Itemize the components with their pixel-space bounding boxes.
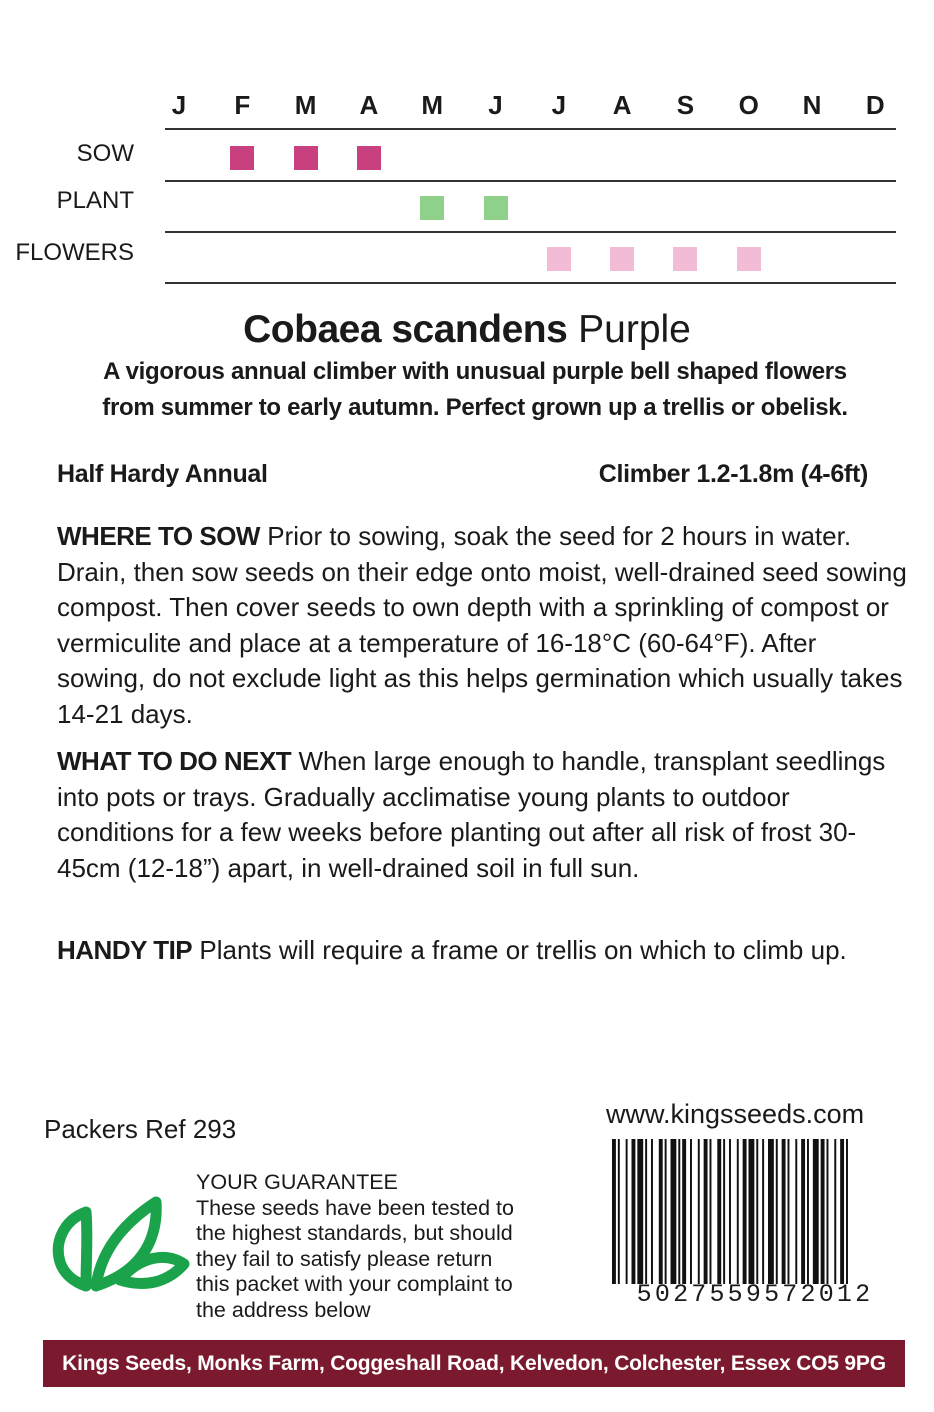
calendar-row-label: FLOWERS [15, 239, 134, 266]
calendar-divider [165, 180, 896, 182]
section-text: Prior to sowing, soak the seed for 2 hours in water. Drain, then sow seeds on their edge onto moist, well-drained seed sowing compost. Then cover seeds to own depth with a sprinkling of compost or vermiculite and place at a temperature of 16-18°C (60-64°F). After sowing, do not exclude light as this helps germination which usually takes 14-21 days. [57, 521, 907, 729]
barcode-bar [682, 1139, 686, 1284]
calendar-mark [294, 146, 318, 170]
barcode-bar [776, 1139, 778, 1284]
month-label: M [294, 90, 317, 120]
barcode-bar [645, 1139, 647, 1284]
barcode-bar [795, 1139, 797, 1284]
what-to-do-next-section [57, 744, 907, 886]
barcode-bar [737, 1139, 739, 1284]
packers-ref: Packers Ref 293 [44, 1114, 237, 1144]
website-link[interactable]: www.kingsseeds.com [606, 1099, 865, 1129]
plant-size: Climber 1.2-1.8m (4-6ft) [598, 460, 868, 488]
guarantee-line: These seeds have been tested to [196, 1195, 514, 1220]
barcode-bar [768, 1139, 774, 1284]
barcode-bar [813, 1139, 819, 1284]
barcode-bar [704, 1139, 708, 1284]
section-heading: HANDY TIP [57, 935, 193, 965]
address-bar: Kings Seeds, Monks Farm, Coggeshall Road, Kelvedon, Colchester, Essex CO5 9PG [43, 1340, 905, 1387]
month-label: F [234, 90, 251, 120]
handy-tip-section [57, 933, 907, 969]
barcode-bar [756, 1139, 758, 1284]
calendar-mark [610, 247, 634, 271]
barcode-number: 5027559572012 [636, 1280, 874, 1309]
guarantee-line: this packet with your complaint to [196, 1272, 513, 1296]
barcode-bar [717, 1139, 721, 1284]
guarantee-block [196, 1170, 586, 1323]
barcode-bar [678, 1139, 680, 1284]
month-label: S [676, 90, 695, 120]
barcode-bar [762, 1139, 764, 1284]
barcode-bar [710, 1139, 712, 1284]
calendar-mark [547, 247, 571, 271]
calendar-row-label: SOW [76, 140, 134, 167]
barcode-bar [671, 1139, 677, 1284]
month-label: A [612, 90, 632, 120]
calendar-divider [165, 282, 896, 284]
calendar-mark [230, 146, 254, 170]
calendar-mark [420, 196, 444, 220]
month-label: D [865, 90, 885, 120]
barcode-bar [659, 1139, 663, 1284]
barcode-bar [840, 1139, 844, 1284]
guarantee-line: they fail to satisfy please return [196, 1246, 493, 1271]
month-label: O [738, 90, 759, 120]
barcode-bar [723, 1139, 725, 1284]
section-heading: WHERE TO SOW [57, 521, 260, 551]
barcode-bar [618, 1139, 620, 1284]
month-label: M [421, 90, 444, 120]
barcode-bar [612, 1139, 616, 1284]
section-text: Plants will require a frame or trellis on which to climb up. [199, 935, 847, 965]
month-label: J [488, 90, 503, 120]
barcode-bar [626, 1139, 628, 1284]
calendar-row-label: PLANT [56, 187, 134, 214]
barcode-bar [729, 1139, 731, 1284]
guarantee-line: the highest standards, but should [196, 1221, 513, 1245]
barcode-bar [807, 1139, 809, 1284]
barcode-bar [651, 1139, 653, 1284]
description-line: from summer to early autumn. Perfect grown up a trellis or obelisk. [102, 394, 848, 421]
barcode-bar [827, 1139, 829, 1284]
calendar-mark [737, 247, 761, 271]
variety-name: Purple [578, 308, 691, 351]
calendar-mark [357, 146, 381, 170]
barcode-bar [665, 1139, 667, 1284]
barcode-bar [637, 1139, 643, 1284]
month-label: J [171, 90, 187, 120]
barcode-bar [846, 1139, 848, 1284]
description-line: A vigorous annual climber with unusual purple bell shaped flowers [103, 358, 847, 385]
barcode-bar [749, 1139, 755, 1284]
barcode-bar [690, 1139, 692, 1284]
plant-type: Half Hardy Annual [57, 460, 268, 488]
section-text: When large enough to handle, transplant seedlings into pots or trays. Gradually acclimatise young plants to outdoor conditions for a few weeks before planting out after all risk of frost 30-45cm (12-18”) apart, in well-drained soil in full sun. [57, 746, 886, 883]
guarantee-heading: YOUR GUARANTEE [196, 1170, 398, 1194]
guarantee-line: the address below [196, 1297, 371, 1322]
barcode-bar [743, 1139, 747, 1284]
barcode [610, 1139, 900, 1284]
barcode-bar [821, 1139, 825, 1284]
calendar-mark [673, 247, 697, 271]
barcode-bar [788, 1139, 790, 1284]
latin-name: Cobaea scandens [243, 308, 568, 351]
section-heading: WHAT TO DO NEXT [57, 746, 292, 776]
barcode-bar [632, 1139, 636, 1284]
leaf-logo-icon [48, 1190, 190, 1294]
month-label: J [551, 90, 567, 120]
month-label: A [359, 90, 379, 120]
calendar-divider [165, 231, 896, 233]
product-description [60, 354, 890, 426]
sowing-calendar [0, 80, 934, 290]
barcode-bar [698, 1139, 700, 1284]
product-title [0, 308, 934, 352]
calendar-divider [165, 128, 896, 130]
where-to-sow-section [57, 519, 907, 732]
barcode-bar [834, 1139, 836, 1284]
barcode-bar [801, 1139, 805, 1284]
barcode-bar [782, 1139, 786, 1284]
calendar-mark [484, 196, 508, 220]
month-label: N [802, 90, 822, 120]
